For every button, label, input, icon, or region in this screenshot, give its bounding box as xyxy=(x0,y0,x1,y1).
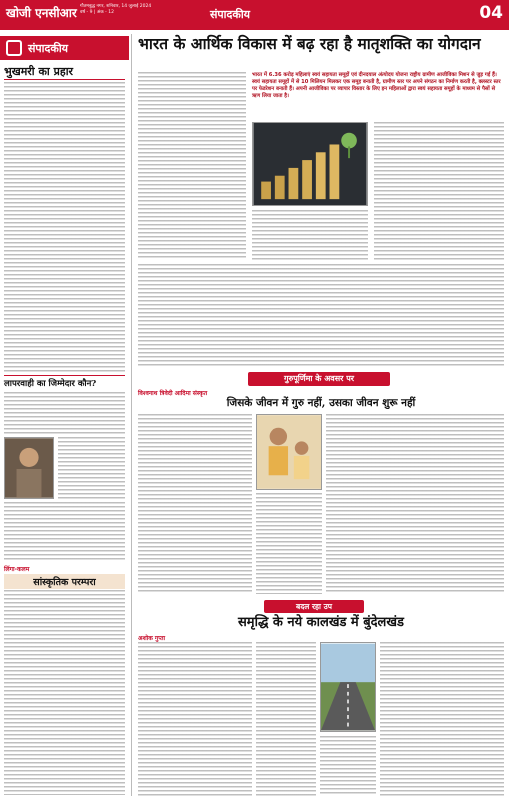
guru-body-col3 xyxy=(326,414,504,594)
editorial-banner-label: संपादकीय xyxy=(28,42,69,55)
article-body-negligence-2 xyxy=(58,437,125,499)
article-body-negligence xyxy=(4,392,125,434)
coins-growth-photo xyxy=(252,122,368,206)
lead-headline: भारत के आर्थिक विकास में बढ़ रहा है मातृशक्ति का योगदान xyxy=(138,34,481,53)
expressway-photo xyxy=(320,642,376,732)
guru-body-col2 xyxy=(256,493,322,594)
editorial-banner xyxy=(0,36,129,60)
lead-body-continued xyxy=(138,264,504,368)
guru-purnima-strap: गुरुपूर्णिमा के अवसर पर xyxy=(248,372,390,386)
masthead xyxy=(0,0,509,30)
article-title-negligence: लापरवाही का जिम्मेदार कौन? xyxy=(4,379,97,389)
bundelkhand-body-col2 xyxy=(256,642,316,796)
divider xyxy=(4,79,125,80)
section-title: संपादकीय xyxy=(210,8,251,21)
divider xyxy=(4,375,125,376)
masthead-issue: वर्ष - 9 | अंक - 12 xyxy=(80,10,114,15)
newspaper-logo: खोजी एनसीआर xyxy=(6,6,77,20)
masthead-meta xyxy=(80,4,151,16)
guru-kicker: विश्वनाथ त्रिवेदी आदिमा संस्कृत xyxy=(138,390,208,397)
article-body-hunger xyxy=(4,82,125,372)
masthead-date: गौतमबुद्ध नगर, शनिवार, 14 जुलाई 2024 xyxy=(80,4,152,9)
guru-headline: जिसके जीवन में गुरु नहीं, उसका जीवन शुरू नहीं xyxy=(226,397,416,409)
column-tag: लिंगा-कलम xyxy=(4,566,30,573)
child-photo xyxy=(4,437,54,499)
lead-body-col1 xyxy=(138,72,246,260)
bundelkhand-body-col1 xyxy=(138,642,252,796)
bundelkhand-body-col3 xyxy=(320,736,376,796)
article-body-culture xyxy=(4,590,125,795)
lead-blurb: भारत में 6.36 करोड़ महिलाएं स्वयं सहायता समूहों एवं दीनदयाल अंत्योदय योजना राष्ट्रीय ग्रामीण आजीविका मिशन से जुड़ गई हैं। स्वयं सहायता समूहों में से 10 मिलियन मिलकर एक समूह बनाती है, ग्रामीण स्तर पर अपने संगठन का निर्माण करती है, क्लस्टर स्तर पर फेडरेशन बनाती हैं। अपनी आजीविका पर व्यापार विस्तार के लिए इन महिलाओं द्वारा स्वयं सहायता समूहों के माध्यम से पैसों से ऋण लिया जाता है। xyxy=(252,72,501,99)
page-number: 04 xyxy=(479,3,503,23)
pen-icon xyxy=(6,40,22,56)
bundelkhand-headline: समृद्धि के नये कालखंड में बुंदेलखंड xyxy=(238,615,404,630)
column-rule xyxy=(131,34,132,796)
lead-body-col4 xyxy=(374,122,504,260)
article-body-negligence-3 xyxy=(4,502,125,562)
bundelkhand-strap: बदल रहा उप xyxy=(264,600,364,613)
bundelkhand-body-col4 xyxy=(380,642,504,796)
article-title-hunger: भुखमरी का प्रहार xyxy=(4,65,74,78)
lead-body-col2 xyxy=(252,210,368,260)
guru-disciple-photo xyxy=(256,414,322,490)
bundelkhand-byline: अशोक गुप्ता xyxy=(138,635,166,642)
guru-body-col1 xyxy=(138,414,252,594)
article-title-culture: सांस्कृतिक परम्परा xyxy=(4,574,125,589)
